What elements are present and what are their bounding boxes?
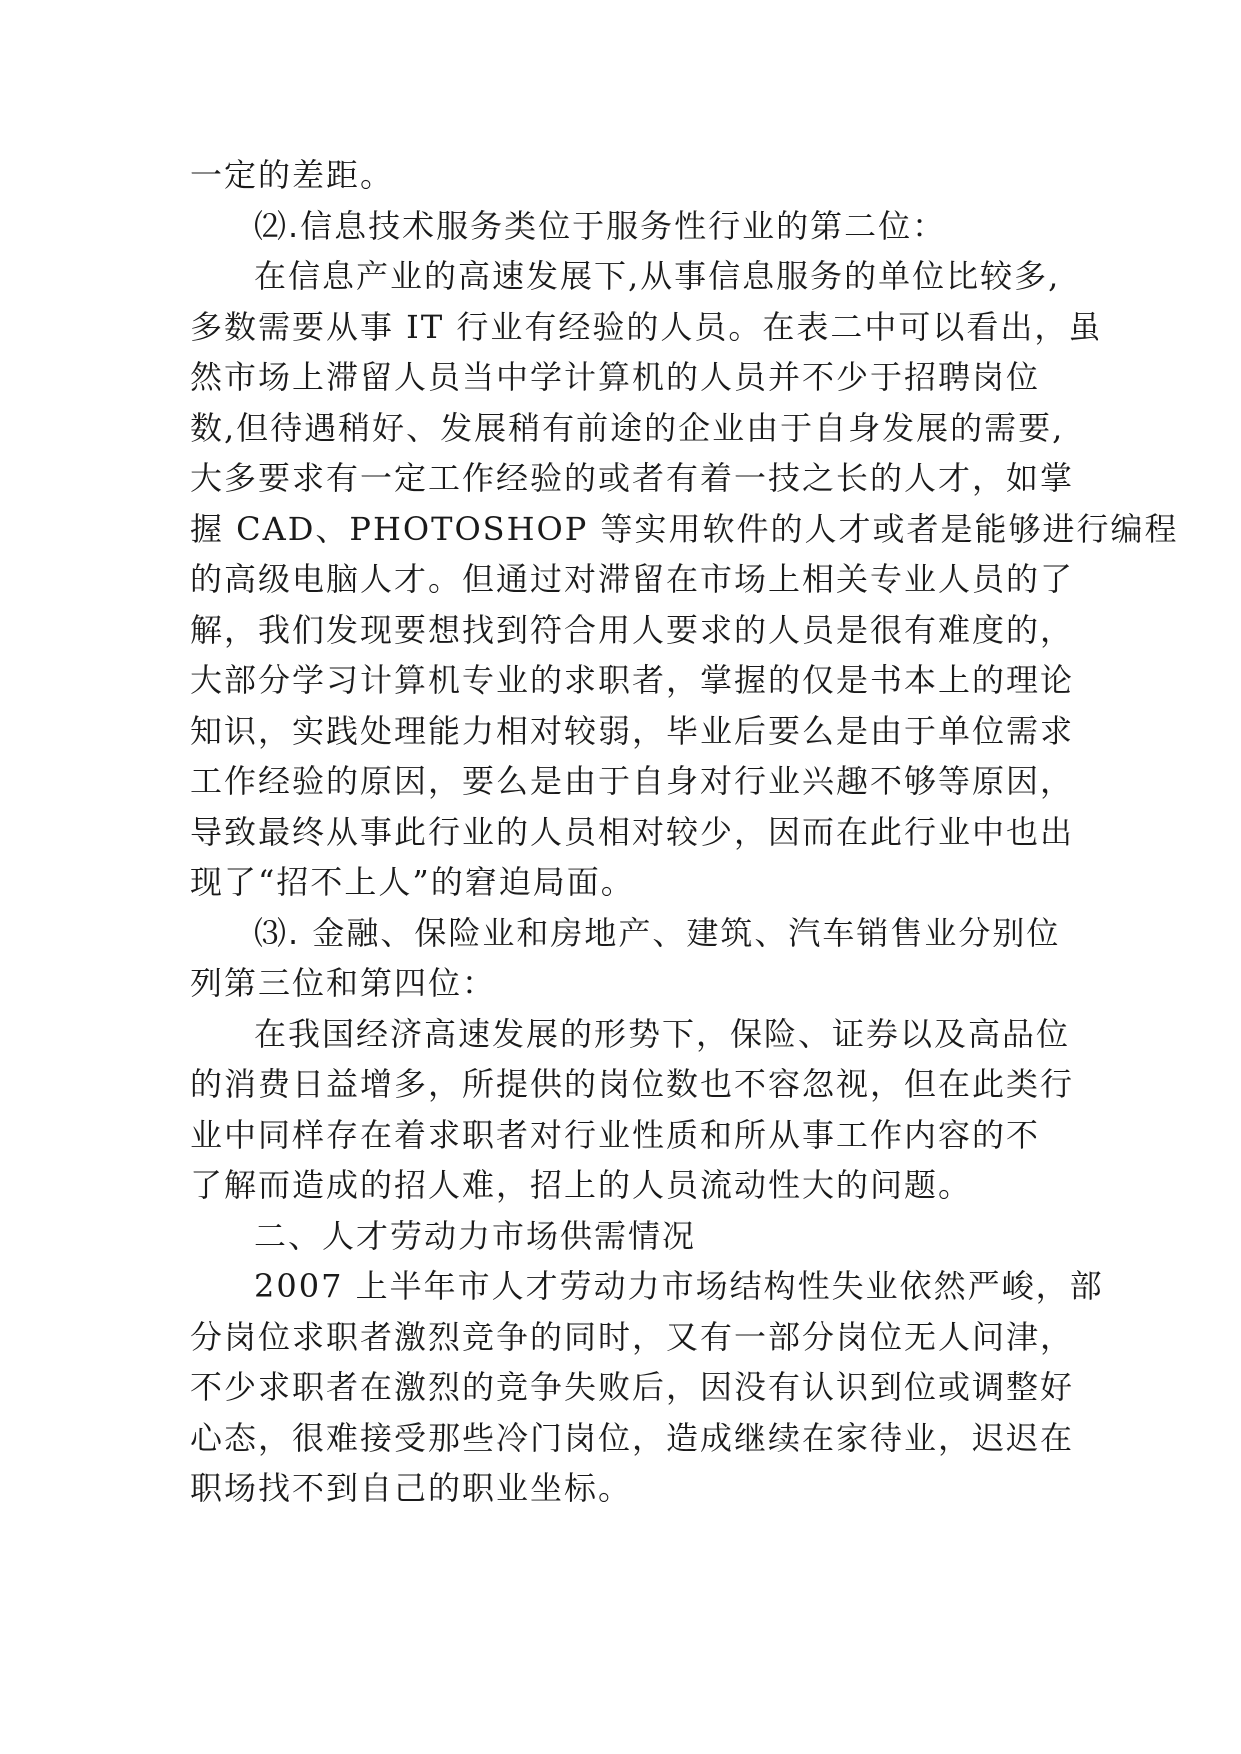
paragraph-line: 大部分学习计算机专业的求职者，掌握的仅是书本上的理论 bbox=[190, 661, 1075, 699]
paragraph-line: 解，我们发现要想找到符合用人要求的人员是很有难度的， bbox=[190, 610, 1075, 649]
paragraph-line: 现了“招不上人”的窘迫局面。 bbox=[190, 863, 635, 901]
paragraph-line: 心态，很难接受那些冷门岗位，造成继续在家待业，迟迟在 bbox=[190, 1418, 1075, 1457]
paragraph-line: 的消费日益增多，所提供的岗位数也不容忽视，但在此类行 bbox=[190, 1065, 1075, 1103]
paragraph-line: 一定的差距。 bbox=[190, 156, 395, 194]
subsection-heading: ⑶. 金融、保险业和房地产、建筑、汽车销售业分别位 bbox=[254, 913, 1061, 952]
paragraph-line: 不少求职者在激烈的竞争失败后，因没有认识到位或调整好 bbox=[190, 1368, 1075, 1406]
subsection-heading: ⑵.信息技术服务类位于服务性行业的第二位： bbox=[254, 206, 947, 245]
document-body bbox=[190, 150, 1179, 1514]
paragraph-line: 数,但待遇稍好、发展稍有前途的企业由于自身发展的需要, bbox=[190, 408, 1065, 447]
section-heading: 二、人才劳动力市场供需情况 bbox=[254, 1216, 697, 1255]
paragraph-line: 然市场上滞留人员当中学计算机的人员并不少于招聘岗位 bbox=[190, 358, 1041, 396]
paragraph-line: 知识，实践处理能力相对较弱，毕业后要么是由于单位需求 bbox=[190, 711, 1075, 750]
paragraph-line: 2007 上半年市人才劳动力市场结构性失业依然严峻，部 bbox=[254, 1267, 1104, 1305]
paragraph-line: 导致最终从事此行业的人员相对较少，因而在此行业中也出 bbox=[190, 812, 1075, 851]
paragraph-line: 职场找不到自己的职业坐标。 bbox=[190, 1469, 633, 1507]
paragraph-line: 在我国经济高速发展的形势下，保险、证券以及高品位 bbox=[254, 1014, 1071, 1053]
subsection-heading: 列第三位和第四位： bbox=[190, 964, 497, 1002]
paragraph-line: 业中同样存在着求职者对行业性质和所从事工作内容的不 bbox=[190, 1115, 1041, 1154]
paragraph-line: 握 CAD、PHOTOSHOP 等实用软件的人才或者是能够进行编程 bbox=[190, 509, 1179, 548]
paragraph-line: 在信息产业的高速发展下,从事信息服务的单位比较多, bbox=[254, 257, 1061, 295]
paragraph-line: 工作经验的原因，要么是由于自身对行业兴趣不够等原因， bbox=[190, 762, 1075, 800]
paragraph-line: 大多要求有一定工作经验的或者有着一技之长的人才，如掌 bbox=[190, 459, 1075, 497]
paragraph-line: 分岗位求职者激烈竞争的同时，又有一部分岗位无人问津， bbox=[190, 1317, 1075, 1356]
paragraph-line: 的高级电脑人才。但通过对滞留在市场上相关专业人员的了 bbox=[190, 560, 1075, 598]
paragraph-line: 了解而造成的招人难，招上的人员流动性大的问题。 bbox=[190, 1166, 973, 1204]
paragraph-line: 多数需要从事 IT 行业有经验的人员。在表二中可以看出，虽 bbox=[190, 307, 1103, 346]
